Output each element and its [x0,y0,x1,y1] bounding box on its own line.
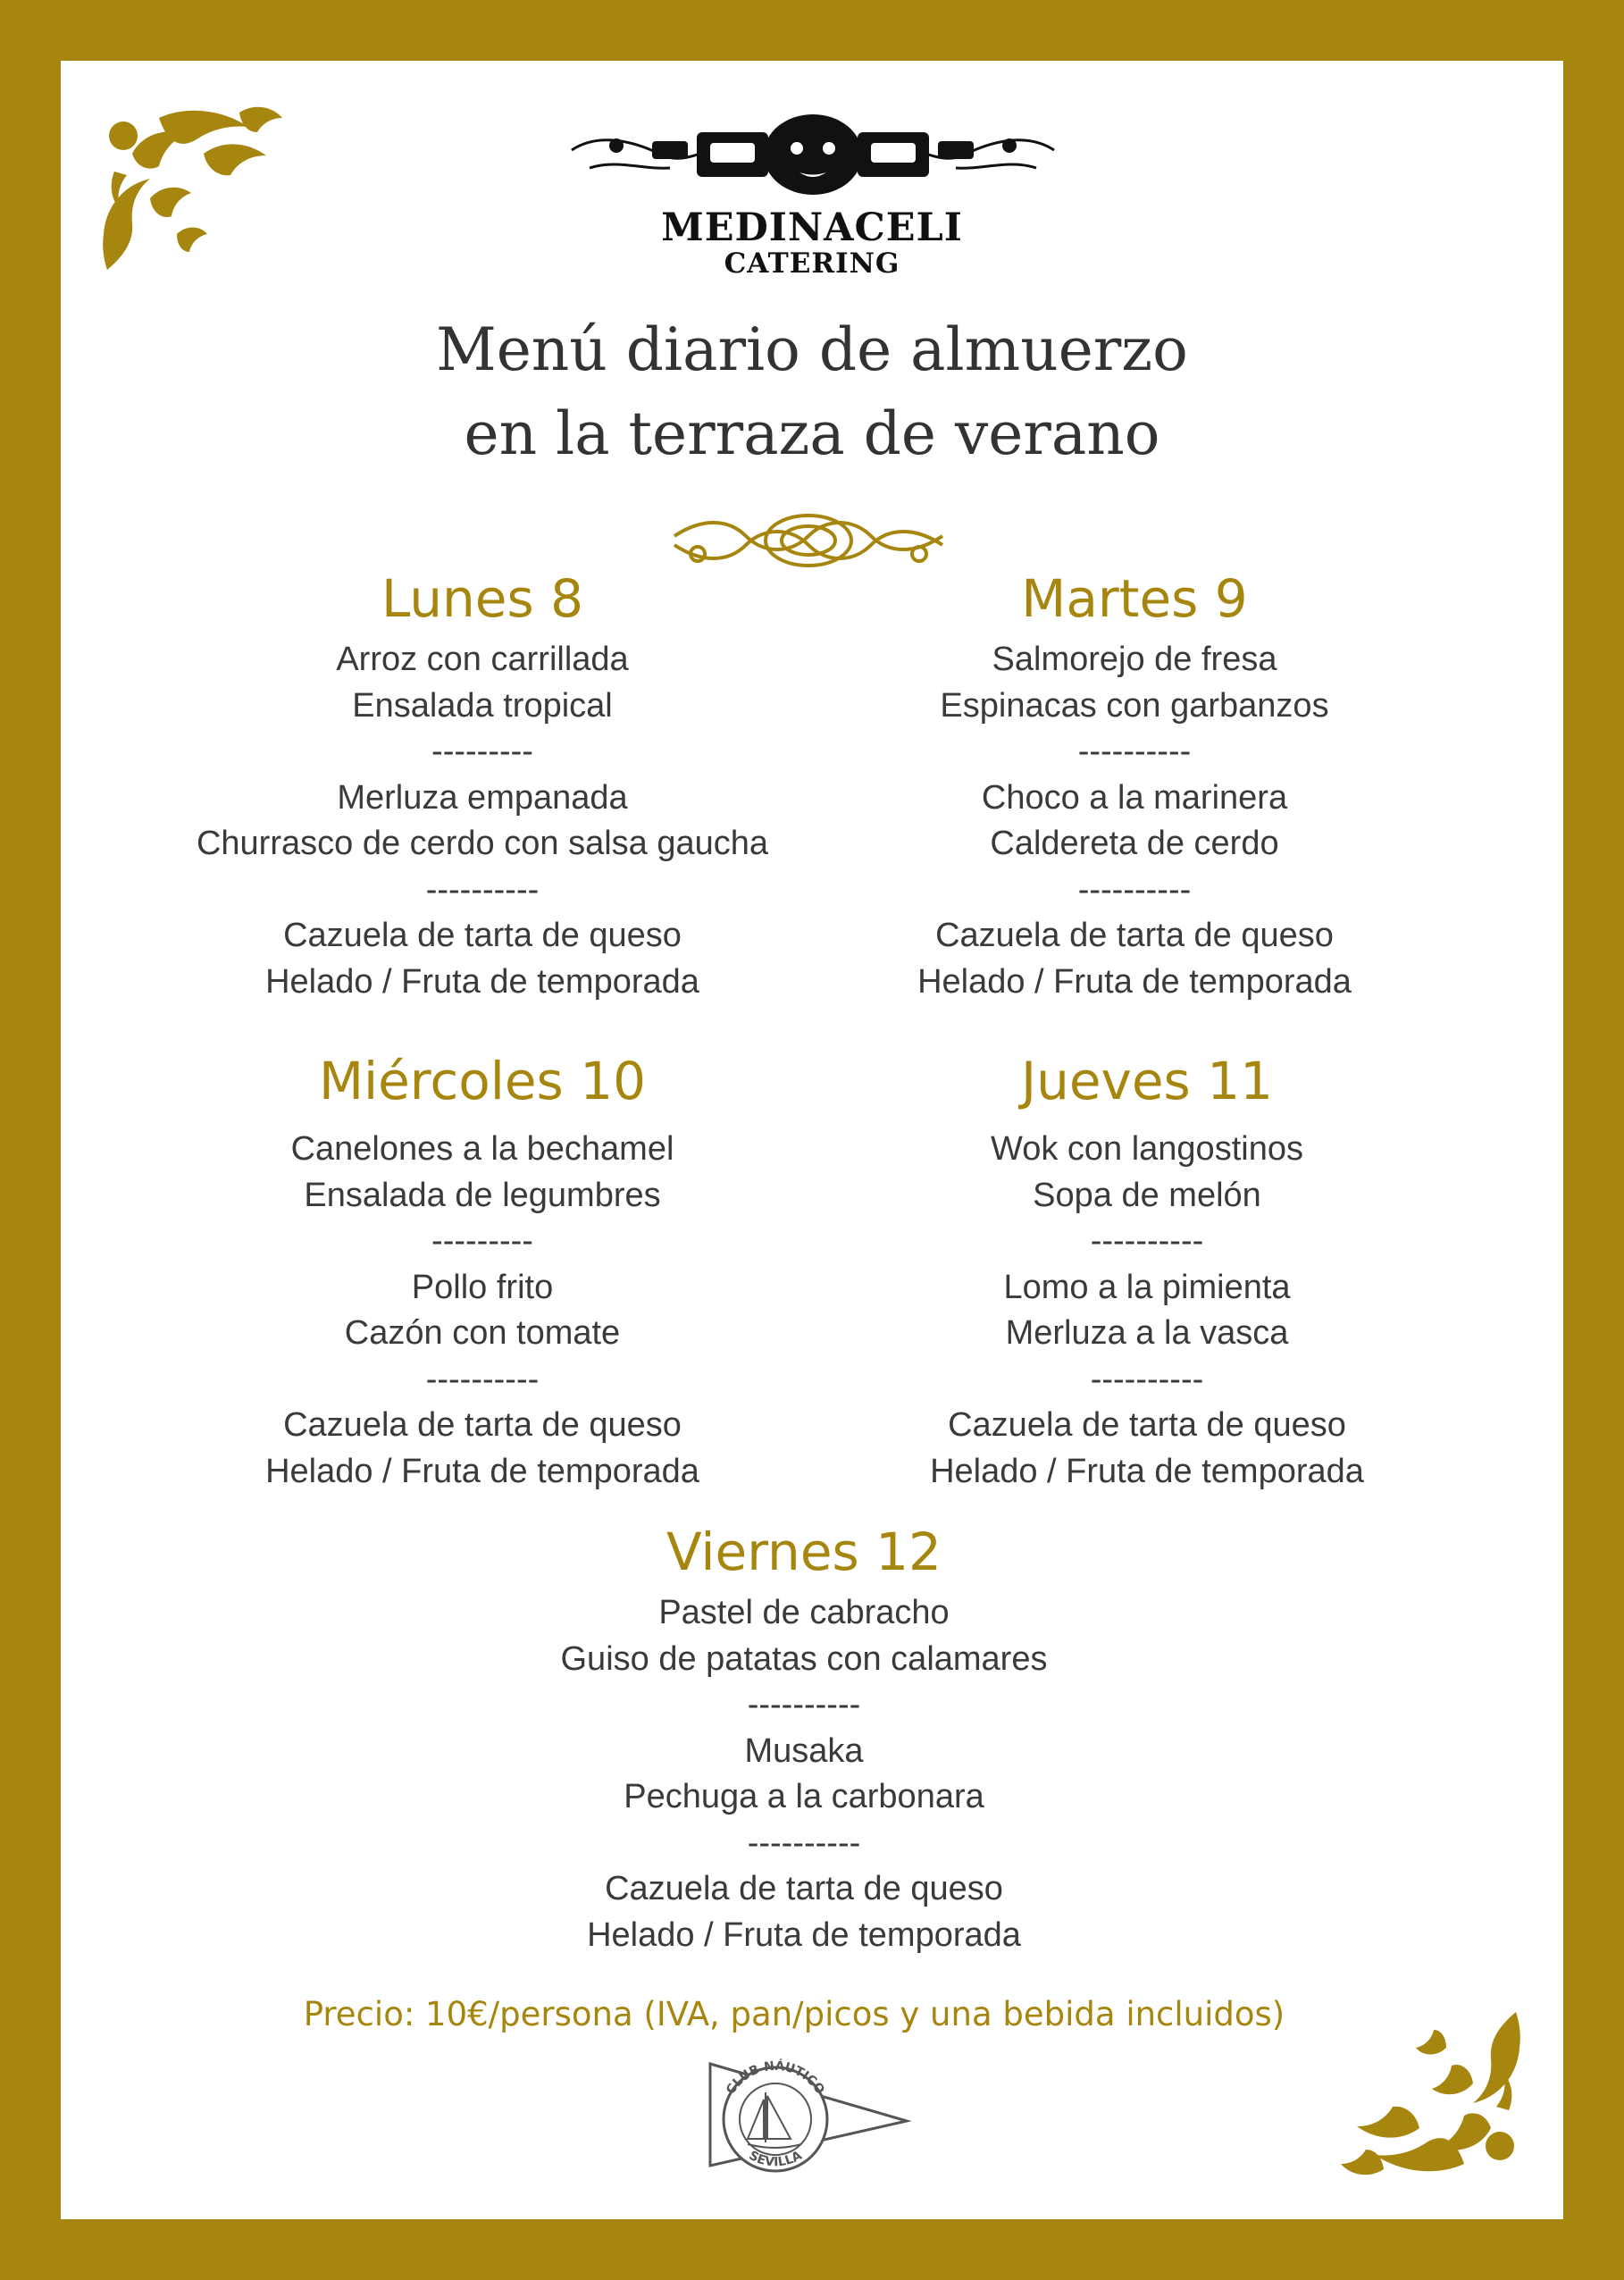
dish-item: Helado / Fruta de temporada [265,962,699,1001]
dish-item: Pollo frito [411,1268,554,1306]
dish-item: Wok con langostinos [991,1130,1303,1168]
club-logo-text-top: CLUB NÁUTICO [724,2058,827,2098]
dish-item: Lomo a la pimienta [1003,1268,1291,1306]
dish-item: Sopa de melón [1033,1176,1261,1214]
dish-item: Caldereta de cerdo [990,825,1279,862]
dish-item: Musaka [744,1731,864,1770]
dish-item: Helado / Fruta de temporada [265,1452,699,1490]
separator: ---------- [1077,733,1192,770]
day-block-miercoles [125,1050,840,1495]
dish-item: Salmorejo de fresa [992,641,1277,678]
dish-item: Helado / Fruta de temporada [587,1915,1021,1954]
day-block-lunes [125,567,840,1005]
dish-item: Guiso de patatas con calamares [560,1639,1048,1678]
day-block-martes [777,567,1492,1005]
day-heading: Jueves 11 [1020,1051,1273,1111]
dish-item: Arroz con carrillada [336,641,629,678]
separator: ---------- [425,870,540,909]
page-title-line-2: en la terraza de verano [464,399,1160,468]
separator: ---------- [747,1686,861,1723]
dish-item: Espinacas con garbanzos [940,686,1329,725]
dish-item: Merluza empanada [337,778,628,817]
dish-item: Ensalada de legumbres [304,1176,661,1214]
dish-item: Cazón con tomate [344,1314,621,1352]
separator: ---------- [425,1360,540,1398]
dish-item: Cazuela de tarta de queso [283,1406,682,1444]
day-heading: Martes 9 [1021,568,1248,629]
separator: ---------- [1090,1360,1204,1398]
day-heading: Viernes 12 [666,1521,942,1582]
page-title-line-1: Menú diario de almuerzo [436,315,1188,384]
day-block-viernes [447,1521,1161,1958]
dish-item: Helado / Fruta de temporada [917,962,1352,1001]
medinaceli-logo-icon [563,105,1063,204]
dish-item: Cazuela de tarta de queso [935,917,1334,954]
brand-name: MEDINACELI [661,205,963,250]
price-line: Precio: 10€/persona (IVA, pan/picos y una bebida incluidos) [303,1995,1285,2033]
corner-ornament-top-left [96,100,289,288]
dish-item: Churrasco de cerdo con salsa gaucha [196,825,769,862]
dish-item: Choco a la marinera [981,778,1288,817]
dish-item: Canelones a la bechamel [290,1130,674,1168]
club-nautico-pennant-logo [701,2057,916,2173]
day-block-jueves [790,1050,1504,1495]
dish-item: Ensalada tropical [352,686,613,725]
dish-item: Pastel de cabracho [658,1594,950,1631]
separator: ---------- [1090,1222,1204,1260]
dish-item: Helado / Fruta de temporada [930,1452,1364,1490]
dish-item: Pechuga a la carbonara [624,1778,984,1815]
separator: ---------- [747,1823,861,1862]
separator: --------- [431,1222,533,1260]
day-heading: Miércoles 10 [318,1051,647,1111]
day-heading: Lunes 8 [381,568,584,629]
dish-item: Cazuela de tarta de queso [605,1870,1003,1907]
brand-subtitle: CATERING [724,247,900,280]
club-logo-text-bottom: SEVILLA [746,2148,805,2170]
separator: --------- [431,733,533,770]
dish-item: Cazuela de tarta de queso [948,1406,1346,1444]
dish-item: Cazuela de tarta de queso [283,917,682,954]
separator: ---------- [1077,870,1192,909]
dish-item: Merluza a la vasca [1005,1314,1289,1352]
